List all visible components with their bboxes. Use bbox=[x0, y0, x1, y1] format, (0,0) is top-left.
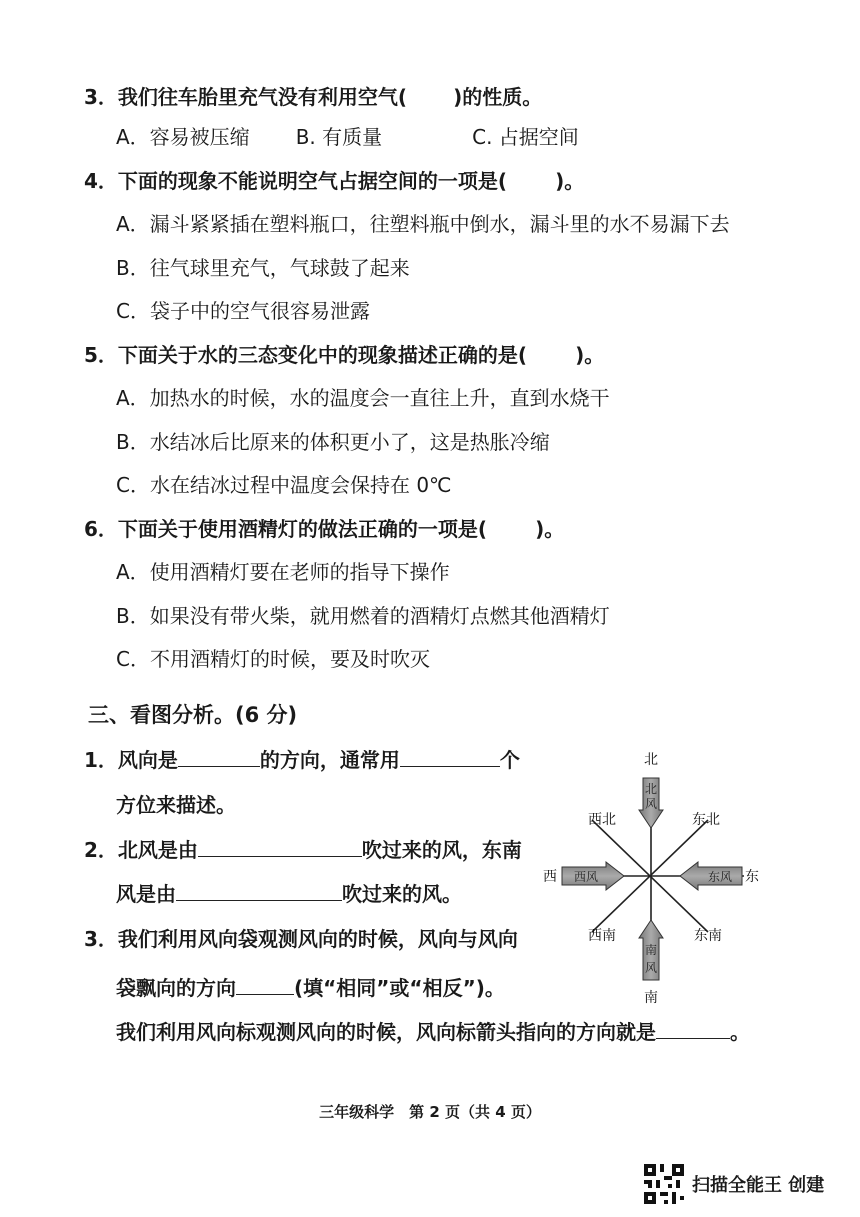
s3-p2-text-c: 风是由 bbox=[116, 882, 176, 906]
direction-southeast: 东南 bbox=[694, 928, 722, 944]
s3-p3-blank-2[interactable] bbox=[656, 1018, 730, 1039]
s3-p3-line-2 bbox=[116, 974, 505, 1001]
east-wind-label: 东风 bbox=[707, 870, 733, 884]
question-4-stem bbox=[84, 168, 584, 194]
q4-stem-end: )。 bbox=[555, 169, 585, 193]
direction-north: 北 bbox=[644, 752, 658, 768]
q3-option-b: B. 有质量 bbox=[295, 125, 383, 149]
q6-stem-end: )。 bbox=[535, 517, 565, 541]
q3-stem-end: )的性质。 bbox=[453, 85, 543, 109]
q4-option-c: C．袋子中的空气很容易泄露 bbox=[116, 299, 370, 323]
q5-option-a: A．加热水的时候，水的温度会一直往上升，直到水烧干 bbox=[116, 386, 610, 410]
s3-p1-text-b: 的方向，通常用 bbox=[259, 748, 400, 772]
q5-stem-start: 5．下面关于水的三态变化中的现象描述正确的是( bbox=[84, 343, 528, 367]
direction-east: 东 bbox=[745, 869, 759, 885]
s3-p2-text-b: 吹过来的风，东南 bbox=[361, 838, 522, 862]
s3-p2-line-2 bbox=[116, 880, 462, 907]
question-5-stem bbox=[84, 342, 604, 368]
section-3-item-1 bbox=[84, 746, 520, 773]
q4-option-b: B．往气球里充气，气球鼓了起来 bbox=[116, 256, 410, 280]
s3-p1-blank-2[interactable] bbox=[400, 746, 500, 767]
s3-p1-blank-1[interactable] bbox=[178, 746, 260, 767]
east-wind-arrow bbox=[680, 862, 742, 890]
direction-southwest: 西南 bbox=[588, 928, 616, 944]
s3-p2-text-d: 吹过来的风。 bbox=[342, 882, 462, 906]
section-3-item-3: 3．我们利用风向袋观测风向的时候，风向与风向 bbox=[84, 927, 518, 951]
page-footer: 三年级科学 第 2 页（共 4 页） bbox=[319, 1103, 541, 1121]
scanner-watermark bbox=[644, 1164, 824, 1204]
q5-option-c: C．水在结冰过程中温度会保持在 0℃ bbox=[116, 473, 452, 497]
q4-option-a: A．漏斗紧紧插在塑料瓶口，往塑料瓶中倒水，漏斗里的水不易漏下去 bbox=[116, 212, 730, 236]
north-wind-label-1: 北 bbox=[644, 782, 658, 796]
direction-northwest: 西北 bbox=[588, 812, 616, 828]
s3-p3-text-e: 。 bbox=[730, 1020, 750, 1044]
question-3-options bbox=[116, 124, 579, 150]
south-wind-arrow bbox=[639, 920, 663, 980]
s3-p3-text-b: 袋飘向的方向 bbox=[116, 976, 236, 1000]
q6-option-c: C．不用酒精灯的时候，要及时吹灭 bbox=[116, 647, 430, 671]
s3-p3-text-d: 我们利用风向标观测风向的时候，风向标箭头指向的方向就是 bbox=[116, 1020, 656, 1044]
question-3-stem bbox=[84, 84, 542, 110]
s3-p2-text-a: 2．北风是由 bbox=[84, 838, 198, 862]
direction-west: 西 bbox=[543, 869, 557, 885]
qr-code-icon bbox=[644, 1164, 684, 1204]
question-6-stem bbox=[84, 516, 564, 542]
s3-p2-blank-1[interactable] bbox=[198, 836, 362, 857]
s3-p3-blank-1[interactable] bbox=[236, 974, 294, 995]
section-3-item-2 bbox=[84, 836, 522, 863]
q5-stem-end: )。 bbox=[575, 343, 605, 367]
q6-option-a: A．使用酒精灯要在老师的指导下操作 bbox=[116, 560, 450, 584]
s3-p2-blank-2[interactable] bbox=[176, 880, 342, 901]
west-wind-arrow bbox=[562, 862, 624, 890]
section-3-title: 三、看图分析。(6 分) bbox=[88, 703, 298, 727]
s3-p1-text-a: 1．风向是 bbox=[84, 748, 178, 772]
q3-stem-start: 3．我们往车胎里充气没有利用空气( bbox=[84, 85, 408, 109]
direction-south: 南 bbox=[644, 990, 658, 1006]
s3-p3-line-3 bbox=[116, 1018, 750, 1045]
s3-p1-text-d: 方位来描述。 bbox=[116, 793, 236, 817]
south-wind-label-2: 风 bbox=[644, 961, 658, 975]
q4-stem-start: 4．下面的现象不能说明空气占据空间的一项是( bbox=[84, 169, 508, 193]
q3-option-c: C. 占据空间 bbox=[472, 125, 579, 149]
q6-stem-start: 6．下面关于使用酒精灯的做法正确的一项是( bbox=[84, 517, 488, 541]
north-wind-arrow bbox=[639, 778, 663, 828]
s3-p3-text-c: (填“相同”或“相反”)。 bbox=[294, 976, 505, 1000]
south-wind-label-1: 南 bbox=[644, 943, 658, 957]
west-wind-label: 西风 bbox=[573, 870, 599, 884]
q5-option-b: B．水结冰后比原来的体积更小了，这是热胀冷缩 bbox=[116, 430, 550, 454]
wind-compass-diagram bbox=[540, 744, 762, 1010]
watermark-text: 扫描全能王 创建 bbox=[692, 1175, 825, 1196]
q3-option-a: A．容易被压缩 bbox=[116, 125, 250, 149]
s3-p1-text-c: 个 bbox=[499, 748, 520, 772]
q6-option-b: B．如果没有带火柴，就用燃着的酒精灯点燃其他酒精灯 bbox=[116, 604, 610, 628]
direction-northeast: 东北 bbox=[692, 812, 720, 828]
north-wind-label-2: 风 bbox=[644, 797, 658, 811]
